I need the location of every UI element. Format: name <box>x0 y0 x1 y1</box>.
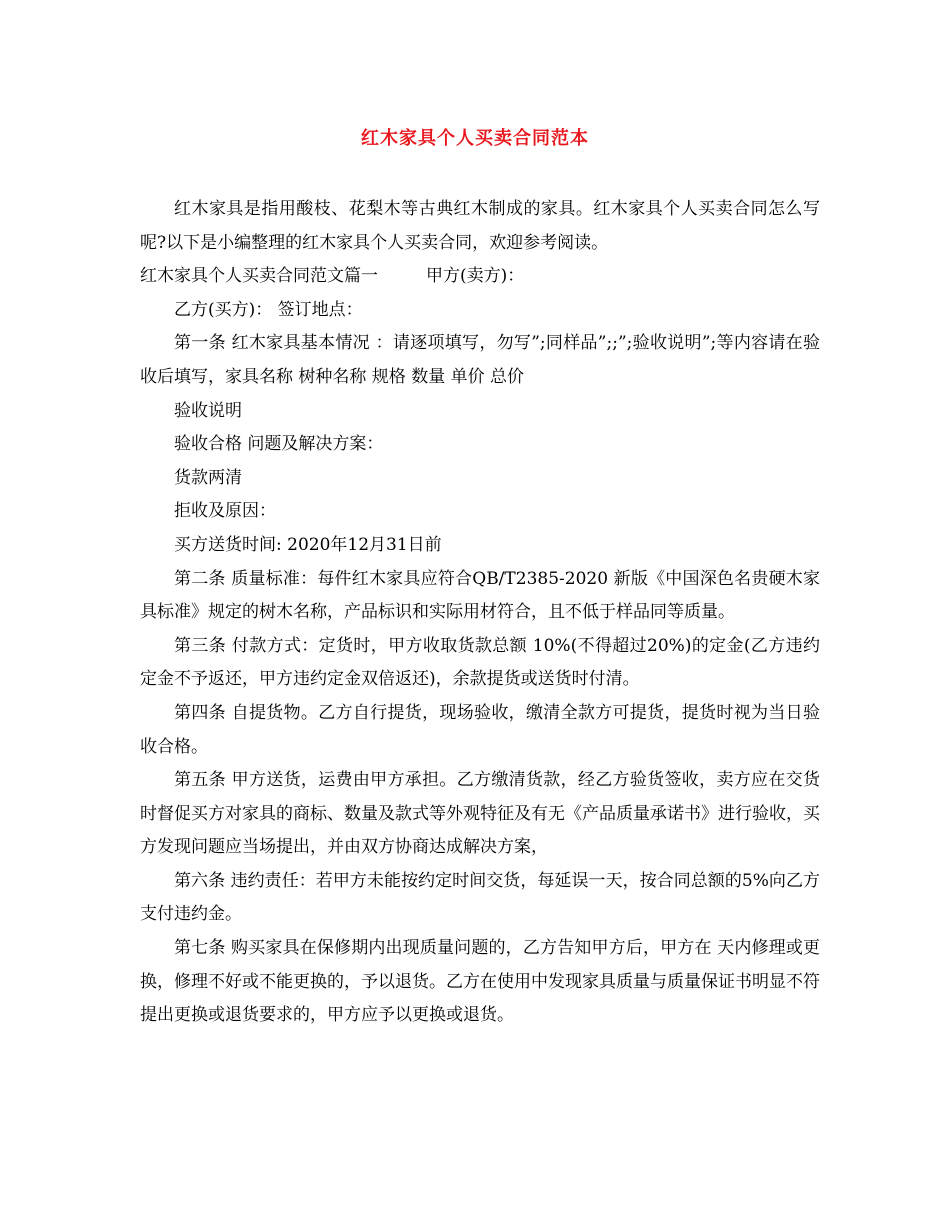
article-2: 第二条 质量标准：每件红木家具应符合QB/T2385-2020 新版《中国深色名贵硬木家具标准》规定的树木名称，产品标识和实际用材符合，且不低于样品同等质量。 <box>140 568 820 623</box>
payment-clear: 货款两清 <box>174 467 242 488</box>
delivery-time: 买方送货时间: 2020年12月31日前 <box>174 534 442 555</box>
document-body <box>140 193 820 1033</box>
article-3: 第三条 付款方式：定货时，甲方收取货款总额 10%(不得超过20%)的定金(乙方违约定金不予返还，甲方违约定金双倍返还)，余款提货或送货时付清。 <box>140 635 820 690</box>
party-b-line: 乙方(买方)： 签订地点： <box>174 299 363 320</box>
article-6: 第六条 违约责任：若甲方未能按约定时间交货，每延误一天，按合同总额的5%向乙方支付违约金。 <box>140 870 820 925</box>
document-title: 红木家具个人买卖合同范本 <box>361 128 589 149</box>
article-5: 第五条 甲方送货，运费由甲方承担。乙方缴清货款，经乙方验货签收，卖方应在交货时督促买方对家具的商标、数量及款式等外观特征及有无《产品质量承诺书》进行验收，买方发现问题应当场提出，并由双方协商达成解决方案， <box>140 770 820 858</box>
party-a-label: 甲方(卖方)： <box>426 266 525 287</box>
acceptance-note: 验收说明 <box>174 400 242 421</box>
acceptance-pass: 验收合格 问题及解决方案： <box>174 434 384 455</box>
article-4: 第四条 自提货物。乙方自行提货，现场验收，缴清全款方可提货，提货时视为当日验收合格。 <box>140 702 820 757</box>
intro-paragraph: 红木家具是指用酸枝、花梨木等古典红木制成的家具。红木家具个人买卖合同怎么写呢?以下是小编整理的红木家具个人买卖合同，欢迎参考阅读。 <box>140 199 820 253</box>
article-1: 第一条 红木家具基本情况 ：请逐项填写，勿写”;同样品”;;”;验收说明”;等内容请在验收后填写，家具名称 树种名称 规格 数量 单价 总价 <box>140 333 820 387</box>
sample-heading: 红木家具个人买卖合同范文篇一 <box>140 266 378 287</box>
rejection-reason: 拒收及原因： <box>174 501 276 522</box>
sample-heading-line <box>140 260 820 294</box>
article-7: 第七条 购买家具在保修期内出现质量问题的，乙方告知甲方后，甲方在 天内修理或更换，修理不好或不能更换的，予以退货。乙方在使用中发现家具质量与质量保证书明显不符提出更换或退货要求的，甲方应予以更换或退货。 <box>140 938 820 1026</box>
